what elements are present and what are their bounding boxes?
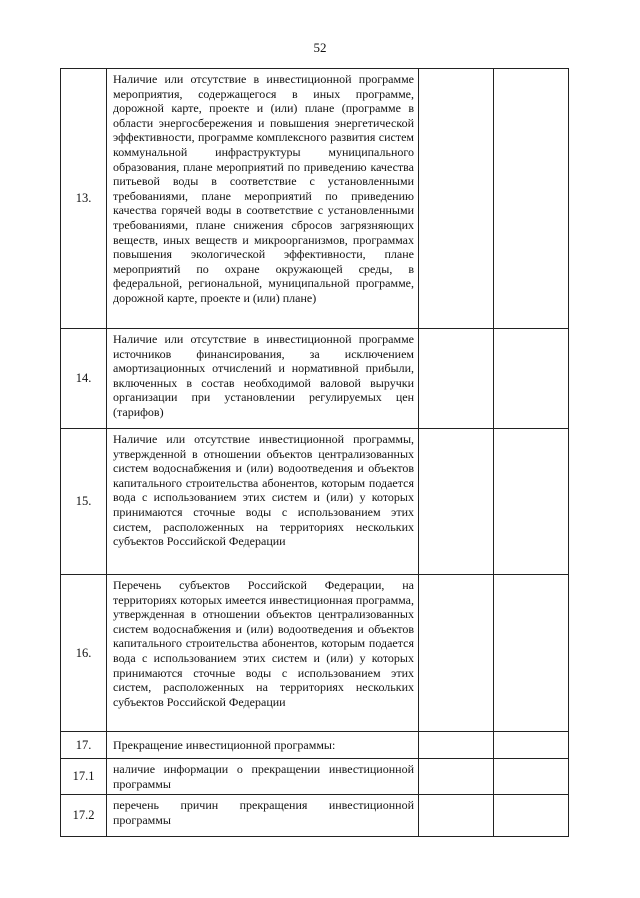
empty-cell	[494, 69, 569, 329]
document-table	[60, 68, 569, 837]
table-row	[61, 329, 569, 429]
row-text: Прекращение инвестиционной программы:	[107, 732, 419, 759]
empty-cell	[419, 795, 494, 837]
empty-cell	[494, 732, 569, 759]
row-number: 14.	[61, 329, 107, 429]
row-text: наличие информации о прекращении инвестиционной программы	[107, 759, 419, 795]
row-number: 16.	[61, 575, 107, 732]
table-row	[61, 759, 569, 795]
empty-cell	[419, 329, 494, 429]
empty-cell	[419, 575, 494, 732]
table-row	[61, 429, 569, 575]
table-row	[61, 69, 569, 329]
empty-cell	[494, 329, 569, 429]
empty-cell	[419, 759, 494, 795]
page-number: 52	[313, 40, 327, 55]
row-number: 17.2	[61, 795, 107, 837]
table-row	[61, 732, 569, 759]
row-text: Перечень субъектов Российской Федерации, на территориях которых имеется инвестиционная программа, утвержденная в отношении объектов централизованных систем водоснабжения и (или) водоотведения и объектов капитального строительства абонентов, которым подается вода с использованием этих систем и (или) у которых принимаются сточные воды с использованием этих систем, расположенных на территориях нескольких субъектов Российской Федерации	[107, 575, 419, 732]
row-number: 17.1	[61, 759, 107, 795]
empty-cell	[494, 429, 569, 575]
row-number: 15.	[61, 429, 107, 575]
empty-cell	[419, 69, 494, 329]
empty-cell	[419, 429, 494, 575]
row-number: 13.	[61, 69, 107, 329]
empty-cell	[419, 732, 494, 759]
row-text: Наличие или отсутствие инвестиционной программы, утвержденной в отношении объектов централизованных систем водоснабжения и (или) водоотведения и объектов капитального строительства абонентов, которым подается вода с использованием этих систем и (или) у которых принимаются сточные воды с использованием этих систем, расположенных на территориях нескольких субъектов Российской Федерации	[107, 429, 419, 575]
row-text: Наличие или отсутствие в инвестиционной программе мероприятия, содержащегося в иных программе, дорожной карте, проекте и (или) плане (программе в области энергосбережения и повышения энергетической эффективности, программе комплексного развития систем коммунальной инфраструктуры муниципального образования, плане мероприятий по приведению качества питьевой воды в соответствие с установленными требованиями, плане мероприятий по приведению качества горячей воды в соответствие с установленными требованиями, плане снижения сбросов загрязняющих веществ, иных веществ и микроорганизмов, программах повышения экологической эффективности, плане мероприятий по охране окружающей среды, в федеральной, региональной, муниципальной программе, дорожной карте, проекте и (или) плане)	[107, 69, 419, 329]
empty-cell	[494, 759, 569, 795]
row-number: 17.	[61, 732, 107, 759]
empty-cell	[494, 575, 569, 732]
row-text: Наличие или отсутствие в инвестиционной программе источников финансирования, за исключением амортизационных отчислений и нормативной прибыли, включенных в состав необходимой валовой выручки организации при установлении регулируемых цен (тарифов)	[107, 329, 419, 429]
table-row	[61, 795, 569, 837]
table-row	[61, 575, 569, 732]
empty-cell	[494, 795, 569, 837]
row-text: перечень причин прекращения инвестиционной программы	[107, 795, 419, 837]
